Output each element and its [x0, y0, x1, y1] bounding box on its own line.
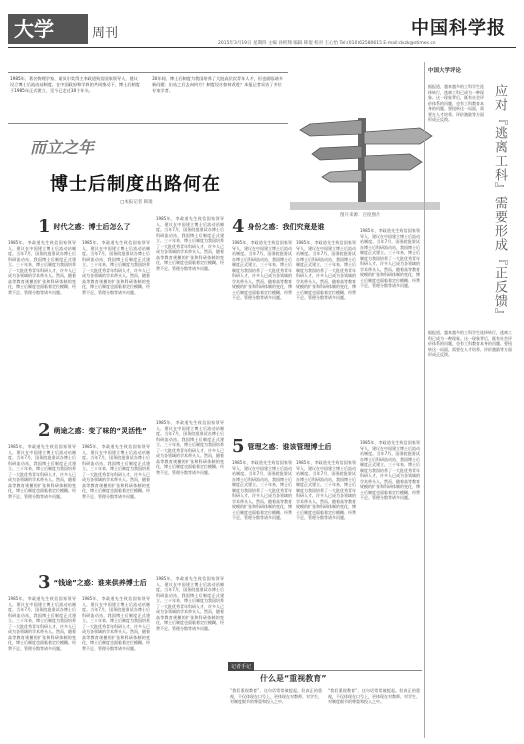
section-subtitle: 周刊 — [92, 26, 119, 41]
body-col-1b: 1985年，李政道先生致信国家领导人，建议在中国建立博士后流动站制度。当年7月，国务院批准试办博士后科研流动站，我国博士后制度正式建立。三十年来，博士后制度为我国培养了一大批优秀青年科研人才，许多人已成为各领域的学术带头人。然而，随着高等教育规模的扩张和科研体制的变化，博士后制度也面临着定位模糊、经费不足、管理分散等诸多问题。 — [82, 240, 150, 295]
issue-meta: 2015年3月19日 星期四 主编 孙积翔 编辑 韩琨 校对 王心怡 Tel:(010)62580615 E-mail:dxzk@stimes.cn — [218, 41, 436, 46]
section-5-header — [232, 438, 332, 456]
body-col-4c: 1985年，李政道先生致信国家领导人，建议在中国建立博士后流动站制度。当年7月，国务院批准试办博士后科研流动站，我国博士后制度正式建立。三十年来，博士后制度为我国培养了一大批优秀青年科研人才，许多人已成为各领域的学术带头人。然而，随着高等教育规模的扩张和科研体制的变化，博士后制度也面临着定位模糊、经费不足、管理分散等诸多问题。 — [360, 228, 420, 288]
intro-col-2: 30年间，博士后制度为我国培养了大批高层次青年人才，但也面临诸多新问题：出站之后去向何方？制度设计如何改进？本报记者采访了多位专家学者。 — [152, 76, 283, 93]
sidebar-col-a: 据报道，越来越多的工科学生选择转行，逃离工科已成为一种现象。这一现象背后，既有社会评价体系的问题，也有工科教育本身的问题。要扭转这一局面，需要在人才培养、评价激励等方面形成正反馈。 — [428, 84, 484, 122]
section-4-number: 4 — [232, 216, 245, 237]
body-col-3a: 1985年，李政道先生致信国家领导人，建议在中国建立博士后流动站制度。当年7月，国务院批准试办博士后科研流动站，我国博士后制度正式建立。三十年来，博士后制度为我国培养了一大批优秀青年科研人才，许多人已成为各领域的学术带头人。然而，随着高等教育规模的扩张和科研体制的变化，博士后制度也面临着定位模糊、经费不足、管理分散等诸多问题。 — [8, 596, 76, 651]
body-col-5a: 1985年，李政道先生致信国家领导人，建议在中国建立博士后流动站制度。当年7月，国务院批准试办博士后科研流动站，我国博士后制度正式建立。三十年来，博士后制度为我国培养了一大批优秀青年科研人才，许多人已成为各领域的学术带头人。然而，随着高等教育规模的扩张和科研体制的变化，博士后制度也面临着定位模糊、经费不足、管理分散等诸多问题。 — [232, 460, 292, 520]
intro-col-1: 1985年，著名物理学家、诺贝尔奖得主李政道致信国家领导人，建议设立博士后流动站制度。在中国政府和学界的共同推动下，博士后制度于1985年正式建立，至今已走过30个年头。 — [10, 76, 140, 93]
section-1-title: 时代之惑：博士后怎么了 — [53, 223, 131, 231]
body-col-1c: 1985年，李政道先生致信国家领导人，建议在中国建立博士后流动站制度。当年7月，国务院批准试办博士后科研流动站，我国博士后制度正式建立。三十年来，博士后制度为我国培养了一大批优秀青年科研人才，许多人已成为各领域的学术带头人。然而，随着高等教育规模的扩张和科研体制的变化，博士后制度也面临着定位模糊、经费不足、管理分散等诸多问题。 — [156, 216, 224, 271]
body-col-5c: 1985年，李政道先生致信国家领导人，建议在中国建立博士后流动站制度。当年7月，国务院批准试办博士后科研流动站，我国博士后制度正式建立。三十年来，博士后制度为我国培养了一大批优秀青年科研人才，许多人已成为各领域的学术带头人。然而，随着高等教育规模的扩张和科研体制的变化，博士后制度也面临着定位模糊、经费不足、管理分散等诸多问题。 — [360, 440, 420, 500]
footer-col-a: “我们重视教育”，这句话常常被提起。但真正的重视，不仅体现在口号上，更体现在对教师、对学生、对制度细节的尊重和投入之中。 — [230, 688, 322, 704]
photo-caption: 图片来源：百度图片 — [340, 213, 381, 218]
section-3-header — [38, 574, 147, 592]
masthead-rule — [8, 47, 516, 48]
section-1-number: 1 — [38, 216, 51, 237]
body-col-4b: 1985年，李政道先生致信国家领导人，建议在中国建立博士后流动站制度。当年7月，国务院批准试办博士后科研流动站，我国博士后制度正式建立。三十年来，博士后制度为我国培养了一大批优秀青年科研人才，许多人已成为各领域的学术带头人。然而，随着高等教育规模的扩张和科研体制的变化，博士后制度也面临着定位模糊、经费不足、管理分散等诸多问题。 — [296, 240, 356, 300]
body-col-2b: 1985年，李政道先生致信国家领导人，建议在中国建立博士后流动站制度。当年7月，国务院批准试办博士后科研流动站，我国博士后制度正式建立。三十年来，博士后制度为我国培养了一大批优秀青年科研人才，许多人已成为各领域的学术带头人。然而，随着高等教育规模的扩张和科研体制的变化，博士后制度也面临着定位模糊、经费不足、管理分散等诸多问题。 — [82, 444, 150, 499]
body-col-1a: 1985年，李政道先生致信国家领导人，建议在中国建立博士后流动站制度。当年7月，国务院批准试办博士后科研流动站，我国博士后制度正式建立。三十年来，博士后制度为我国培养了一大批优秀青年科研人才，许多人已成为各领域的学术带头人。然而，随着高等教育规模的扩张和科研体制的变化，博士后制度也面临着定位模糊、经费不足、管理分散等诸多问题。 — [8, 240, 76, 295]
intro-box — [8, 72, 288, 124]
footer-col-b: “我们重视教育”，这句话常常被提起。但真正的重视，不仅体现在口号上，更体现在对教师、对学生、对制度细节的尊重和投入之中。 — [328, 688, 420, 704]
body-col-2a: 1985年，李政道先生致信国家领导人，建议在中国建立博士后流动站制度。当年7月，国务院批准试办博士后科研流动站，我国博士后制度正式建立。三十年来，博士后制度为我国培养了一大批优秀青年科研人才，许多人已成为各领域的学术带头人。然而，随着高等教育规模的扩张和科研体制的变化，博士后制度也面临着定位模糊、经费不足、管理分散等诸多问题。 — [8, 444, 76, 499]
body-col-3c: 1985年，李政道先生致信国家领导人，建议在中国建立博士后流动站制度。当年7月，国务院批准试办博士后科研流动站，我国博士后制度正式建立。三十年来，博士后制度为我国培养了一大批优秀青年科研人才，许多人已成为各领域的学术带头人。然而，随着高等教育规模的扩张和科研体制的变化，博士后制度也面临着定位模糊、经费不足、管理分散等诸多问题。 — [156, 576, 224, 631]
body-col-4a: 1985年，李政道先生致信国家领导人，建议在中国建立博士后流动站制度。当年7月，国务院批准试办博士后科研流动站，我国博士后制度正式建立。三十年来，博士后制度为我国培养了一大批优秀青年科研人才，许多人已成为各领域的学术带头人。然而，随着高等教育规模的扩张和科研体制的变化，博士后制度也面临着定位模糊、经费不足、管理分散等诸多问题。 — [232, 240, 292, 300]
footer-tag: 记者手记 — [228, 662, 254, 671]
article-headline: 博士后制度出路何在 — [50, 174, 221, 195]
article-byline: □本报记者 韩琨 — [120, 200, 153, 205]
section-1-header — [38, 218, 131, 236]
article-kicker: 而立之年 — [30, 138, 95, 157]
body-col-3b: 1985年，李政道先生致信国家领导人，建议在中国建立博士后流动站制度。当年7月，国务院批准试办博士后科研流动站，我国博士后制度正式建立。三十年来，博士后制度为我国培养了一大批优秀青年科研人才，许多人已成为各领域的学术带头人。然而，随着高等教育规模的扩张和科研体制的变化，博士后制度也面临着定位模糊、经费不足、管理分散等诸多问题。 — [82, 596, 150, 651]
sidebar-col-b: 据报道，越来越多的工科学生选择转行，逃离工科已成为一种现象。这一现象背后，既有社会评价体系的问题，也有工科教育本身的问题。要扭转这一局面，需要在人才培养、评价激励等方面形成正反馈。 — [428, 330, 512, 357]
section-label: 大学 — [8, 14, 88, 44]
footer-title: 什么是“重视教育” — [260, 674, 327, 683]
body-col-5b: 1985年，李政道先生致信国家领导人，建议在中国建立博士后流动站制度。当年7月，国务院批准试办博士后科研流动站，我国博士后制度正式建立。三十年来，博士后制度为我国培养了一大批优秀青年科研人才，许多人已成为各领域的学术带头人。然而，随着高等教育规模的扩张和科研体制的变化，博士后制度也面临着定位模糊、经费不足、管理分散等诸多问题。 — [296, 460, 356, 520]
section-2-number: 2 — [38, 420, 51, 441]
section-5-title: 管理之惑：谁该管理博士后 — [247, 443, 332, 451]
newspaper-logo: 中国科学报 — [411, 18, 506, 39]
section-3-title: “钱途”之惑：谁来供养博士后 — [53, 579, 147, 587]
sidebar-header: 中国大学评论 — [428, 68, 462, 74]
body-col-2c: 1985年，李政道先生致信国家领导人，建议在中国建立博士后流动站制度。当年7月，国务院批准试办博士后科研流动站，我国博士后制度正式建立。三十年来，博士后制度为我国培养了一大批优秀青年科研人才，许多人已成为各领域的学术带头人。然而，随着高等教育规模的扩张和科研体制的变化，博士后制度也面临着定位模糊、经费不足、管理分散等诸多问题。 — [156, 420, 224, 475]
section-5-number: 5 — [232, 436, 245, 457]
section-4-title: 身份之惑：我们究竟是谁 — [247, 223, 325, 231]
signpost-illustration — [290, 110, 440, 210]
section-2-title: 萌途之惑：变了味的“灵活性” — [53, 427, 147, 435]
sidebar-title: 应对『逃离工科』需要形成『正反馈』 — [492, 84, 507, 322]
section-4-header — [232, 218, 325, 236]
section-2-header — [38, 422, 147, 440]
section-3-number: 3 — [38, 572, 51, 593]
